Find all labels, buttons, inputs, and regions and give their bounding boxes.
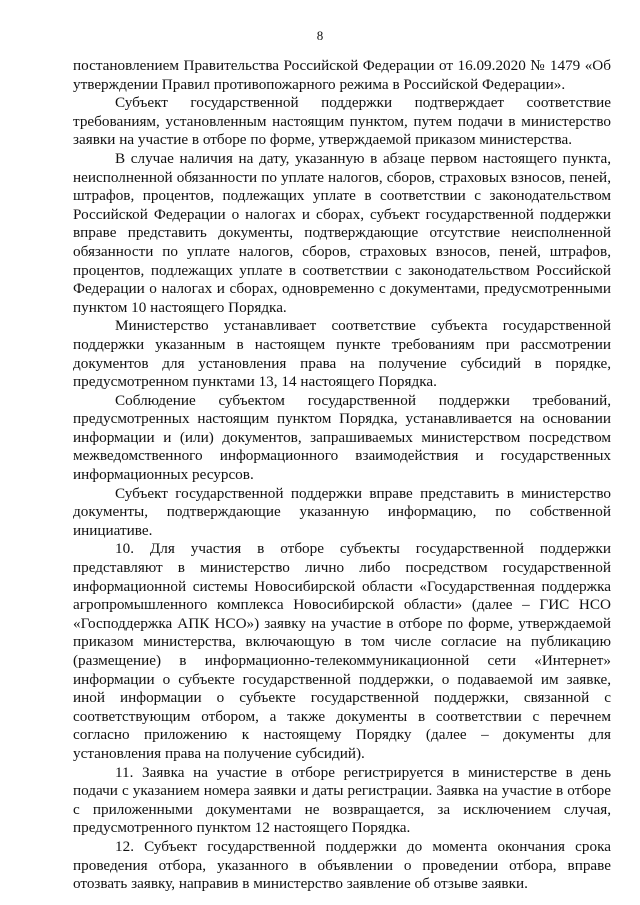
- document-body: [73, 57, 611, 894]
- paragraph-item-11: 11. Заявка на участие в отборе регистрируется в министерстве в день подачи с указанием номера заявки и даты регистрации. Заявка на участие в отборе с приложенными документами не возвращается, за исключением случая, предусмотренного пунктом 12 настоящего Порядка.: [73, 763, 611, 837]
- paragraph-requirements-compliance: Соблюдение субъектом государственной поддержки требований, предусмотренных настоящим пунктом Порядка, устанавливается на основании информации и (или) документов, запрашиваемых министерством посредством межведомственного информационного взаимодействия и государственных информационных ресурсов.: [73, 391, 611, 484]
- paragraph-ministry-verification: Министерство устанавливает соответствие субъекта государственной поддержки указанным в настоящем пункте требованиям при рассмотрении документов для установления права на получение субсидий в порядке, предусмотренном пунктами 13, 14 настоящего Порядка.: [73, 317, 611, 391]
- paragraph-item-10: 10. Для участия в отборе субъекты государственной поддержки представляют в министерство лично либо посредством государственной информационной системы Новосибирской области «Государственная поддержка агропромышленного комплекса Новосибирской области» (далее – ГИС НСО «Господдержка АПК НСО») заявку на участие в отборе по форме, утверждаемой приказом министерства, включающую в том числе согласие на публикацию (размещение) в информационно-телекоммуникационной сети «Интернет» информации о субъекте государственной поддержки, о подаваемой им заявке, иной информации о субъекте государственной поддержки, связанной с соответствующим отбором, а также документы в соответствии с перечнем согласно приложению к настоящему Порядку (далее – документы для установления права на получение субсидий).: [73, 540, 611, 762]
- paragraph-compliance-confirmation: Субъект государственной поддержки подтверждает соответствие требованиям, установленным настоящим пунктом, путем подачи в министерство заявки на участие в отборе по форме, утверждаемой приказом министерства.: [73, 94, 611, 149]
- paragraph-tax-obligations: В случае наличия на дату, указанную в абзаце первом настоящего пункта, неисполненной обязанности по уплате налогов, сборов, страховых взносов, пеней, штрафов, процентов, подлежащих уплате в соответствии с законодательством Российской Федерации о налогах и сборах, субъект государственной поддержки вправе представить документы, подтверждающие отсутствие неисполненной обязанности по уплате налогов, сборов, страховых взносов, пеней, штрафов, процентов, подлежащих уплате в соответствии с законодательством Российской Федерации о налогах и сборах, одновременно с документами, предусмотренными пунктом 10 настоящего Порядка.: [73, 149, 611, 316]
- page-number: 8: [316, 28, 324, 43]
- paragraph-continuation: постановлением Правительства Российской Федерации от 16.09.2020 № 1479 «Об утверждении Правил противопожарного режима в Российской Федерации».: [73, 57, 611, 93]
- paragraph-own-initiative: Субъект государственной поддержки вправе представить в министерство документы, подтверждающие указанную информацию, по собственной инициативе.: [73, 484, 611, 539]
- paragraph-item-12: 12. Субъект государственной поддержки до момента окончания срока проведения отбора, указанного в объявлении о проведении отбора, вправе отозвать заявку, направив в министерство заявление об отзыве заявки.: [73, 837, 611, 893]
